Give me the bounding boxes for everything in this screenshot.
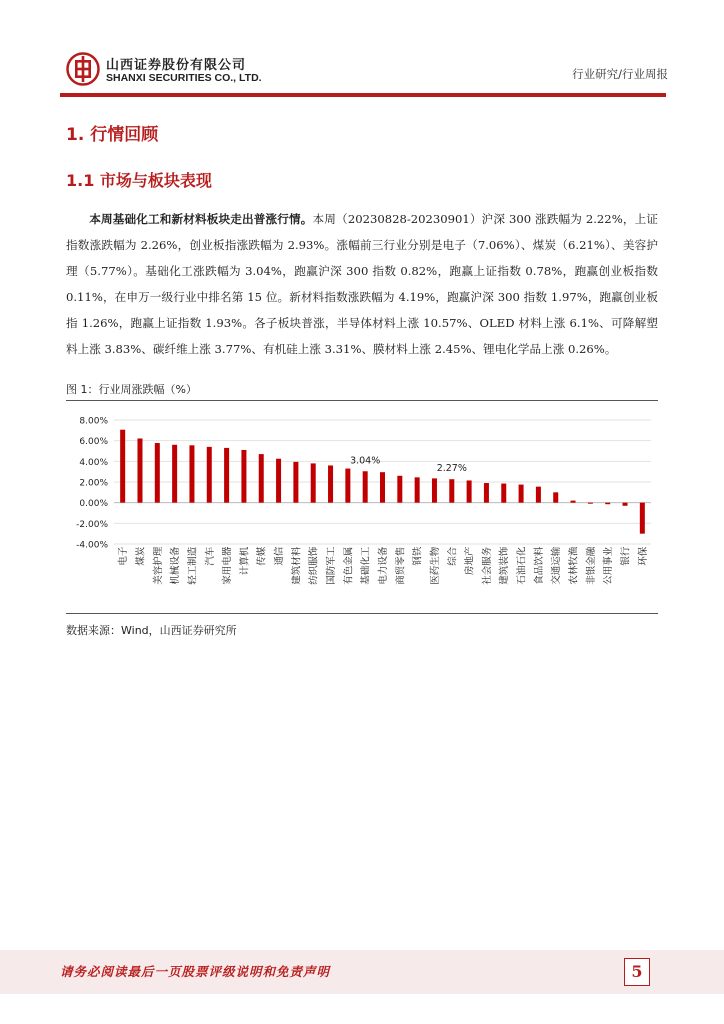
figure-bottom-rule xyxy=(66,613,658,614)
data-label: 2.27% xyxy=(436,463,467,475)
x-tick-label: 银行 xyxy=(620,546,632,566)
bar-纺织服饰 xyxy=(311,463,316,502)
bar-医药生物 xyxy=(432,478,437,502)
x-tick-label: 基础化工 xyxy=(360,546,372,585)
company-name-cn: 山西证券股份有限公司 xyxy=(106,58,247,73)
x-tick-label: 通信 xyxy=(274,546,286,566)
y-tick-label: -2.00% xyxy=(76,519,108,530)
x-tick-label: 石油石化 xyxy=(516,546,528,585)
report-type: 行业研究/行业周报 xyxy=(572,67,668,81)
x-tick-label: 非银金融 xyxy=(585,546,597,585)
x-tick-label: 纺织服饰 xyxy=(308,546,320,585)
paragraph-lead: 本周基础化工和新材料板块走出普涨行情。 xyxy=(89,212,313,226)
bar-银行 xyxy=(623,503,628,506)
bar-公用事业 xyxy=(605,503,610,505)
x-tick-label: 商贸零售 xyxy=(395,546,407,585)
bar-建筑装饰 xyxy=(501,484,506,503)
bar-综合 xyxy=(449,479,454,502)
figure-source: 数据来源：Wind，山西证券研究所 xyxy=(66,624,237,637)
paragraph-text: 本周（20230828-20230901）沪深 300 涨跌幅为 2.22%，上证指数涨跌幅为 2.26%，创业板指涨跌幅为 2.93%。涨幅前三行业分别是电子（7.06%）、煤炭（6.21%）、美容护理（5.77%）。基础化工涨跌幅为 3.04%，跑赢沪深 300 指数 0.82%，跑赢上证指数 0.78%，跑赢创业板指数 0.11%，在申万一级行业中排名第 15 位。新材料指数涨跌幅为 4.19%，跑赢沪深 300 指数 1.97%，跑赢创业板指 1.26%，跑赢上证指数 1.93%。各子板块普涨，半导体材料上涨 10.57%、OLED 材料上涨 6.1%、可降解塑料上涨 3.83%、碳纤维上涨 3.77%、有机硅上涨 3.31%、膜材料上涨 2.45%、锂电化学品上涨 0.26%。 xyxy=(66,212,658,356)
bar-通信 xyxy=(276,459,281,503)
chart-svg xyxy=(66,404,658,612)
x-tick-label: 轻工制造 xyxy=(187,546,199,585)
x-tick-label: 汽车 xyxy=(204,546,216,566)
bar-钢铁 xyxy=(415,477,420,502)
x-tick-label: 电力设备 xyxy=(378,546,389,585)
x-tick-label: 建筑装饰 xyxy=(499,546,511,585)
footer-disclaimer: 请务必阅读最后一页股票评级说明和免责声明 xyxy=(60,964,331,979)
bar-环保 xyxy=(640,503,645,534)
bar-有色金属 xyxy=(345,469,350,503)
bar-美容护理 xyxy=(155,443,160,503)
x-tick-label: 食品饮料 xyxy=(533,546,545,585)
x-tick-label: 建筑材料 xyxy=(291,546,303,585)
bar-建筑材料 xyxy=(293,462,298,503)
bar-农林牧渔 xyxy=(571,501,576,503)
x-tick-label: 煤炭 xyxy=(135,546,147,566)
bar-煤炭 xyxy=(137,438,142,502)
company-name-en: SHANXI SECURITIES CO., LTD. xyxy=(106,72,262,84)
x-tick-label: 计算机 xyxy=(239,546,251,576)
bar-机械设备 xyxy=(172,445,177,503)
x-tick-label: 国防军工 xyxy=(326,546,338,585)
x-tick-label: 钢铁 xyxy=(412,546,424,566)
x-tick-label: 社会服务 xyxy=(481,546,493,585)
bar-汽车 xyxy=(207,447,212,503)
bar-石油石化 xyxy=(519,485,524,503)
figure-top-rule xyxy=(66,400,658,401)
x-tick-label: 机械设备 xyxy=(170,546,182,585)
x-tick-label: 综合 xyxy=(447,546,459,566)
y-tick-label: -4.00% xyxy=(76,540,108,551)
x-tick-label: 房地产 xyxy=(464,546,476,576)
bar-电子 xyxy=(120,430,125,503)
industry-weekly-change-chart xyxy=(66,404,658,612)
bar-计算机 xyxy=(241,450,246,503)
x-tick-label: 环保 xyxy=(637,546,649,566)
bar-房地产 xyxy=(467,480,472,502)
y-tick-label: 8.00% xyxy=(79,416,108,427)
y-tick-label: 6.00% xyxy=(79,437,108,448)
company-logo-icon xyxy=(66,52,100,86)
bar-非银金融 xyxy=(588,503,593,504)
bar-基础化工 xyxy=(363,471,368,502)
section-heading-1: 1. 行情回顾 xyxy=(66,125,159,145)
x-tick-label: 家用电器 xyxy=(222,546,234,585)
figure-caption: 图 1：行业周涨跌幅（%） xyxy=(66,383,197,396)
x-tick-label: 农林牧渔 xyxy=(568,546,580,585)
y-tick-label: 2.00% xyxy=(79,478,108,489)
x-tick-label: 有色金属 xyxy=(343,546,355,585)
bar-家用电器 xyxy=(224,448,229,503)
bar-食品饮料 xyxy=(536,487,541,503)
header-divider xyxy=(60,93,666,97)
bar-商贸零售 xyxy=(397,476,402,503)
page-number: 5 xyxy=(624,958,650,986)
bar-电力设备 xyxy=(380,472,385,502)
bar-交通运输 xyxy=(553,492,558,502)
bar-轻工制造 xyxy=(189,445,194,502)
section-heading-1-1: 1.1 市场与板块表现 xyxy=(66,171,212,190)
bar-国防军工 xyxy=(328,465,333,502)
body-paragraph xyxy=(66,206,658,362)
x-tick-label: 传媒 xyxy=(256,546,268,566)
page-header xyxy=(0,0,724,100)
x-tick-label: 交通运输 xyxy=(551,546,563,585)
x-tick-label: 美容护理 xyxy=(152,546,164,585)
x-tick-label: 电子 xyxy=(118,546,130,566)
data-label: 3.04% xyxy=(350,455,381,467)
y-tick-label: 0.00% xyxy=(79,499,108,510)
y-tick-label: 4.00% xyxy=(79,457,108,468)
bar-传媒 xyxy=(259,454,264,503)
x-tick-label: 公用事业 xyxy=(603,546,615,585)
x-tick-label: 医药生物 xyxy=(429,546,441,585)
bar-社会服务 xyxy=(484,483,489,503)
